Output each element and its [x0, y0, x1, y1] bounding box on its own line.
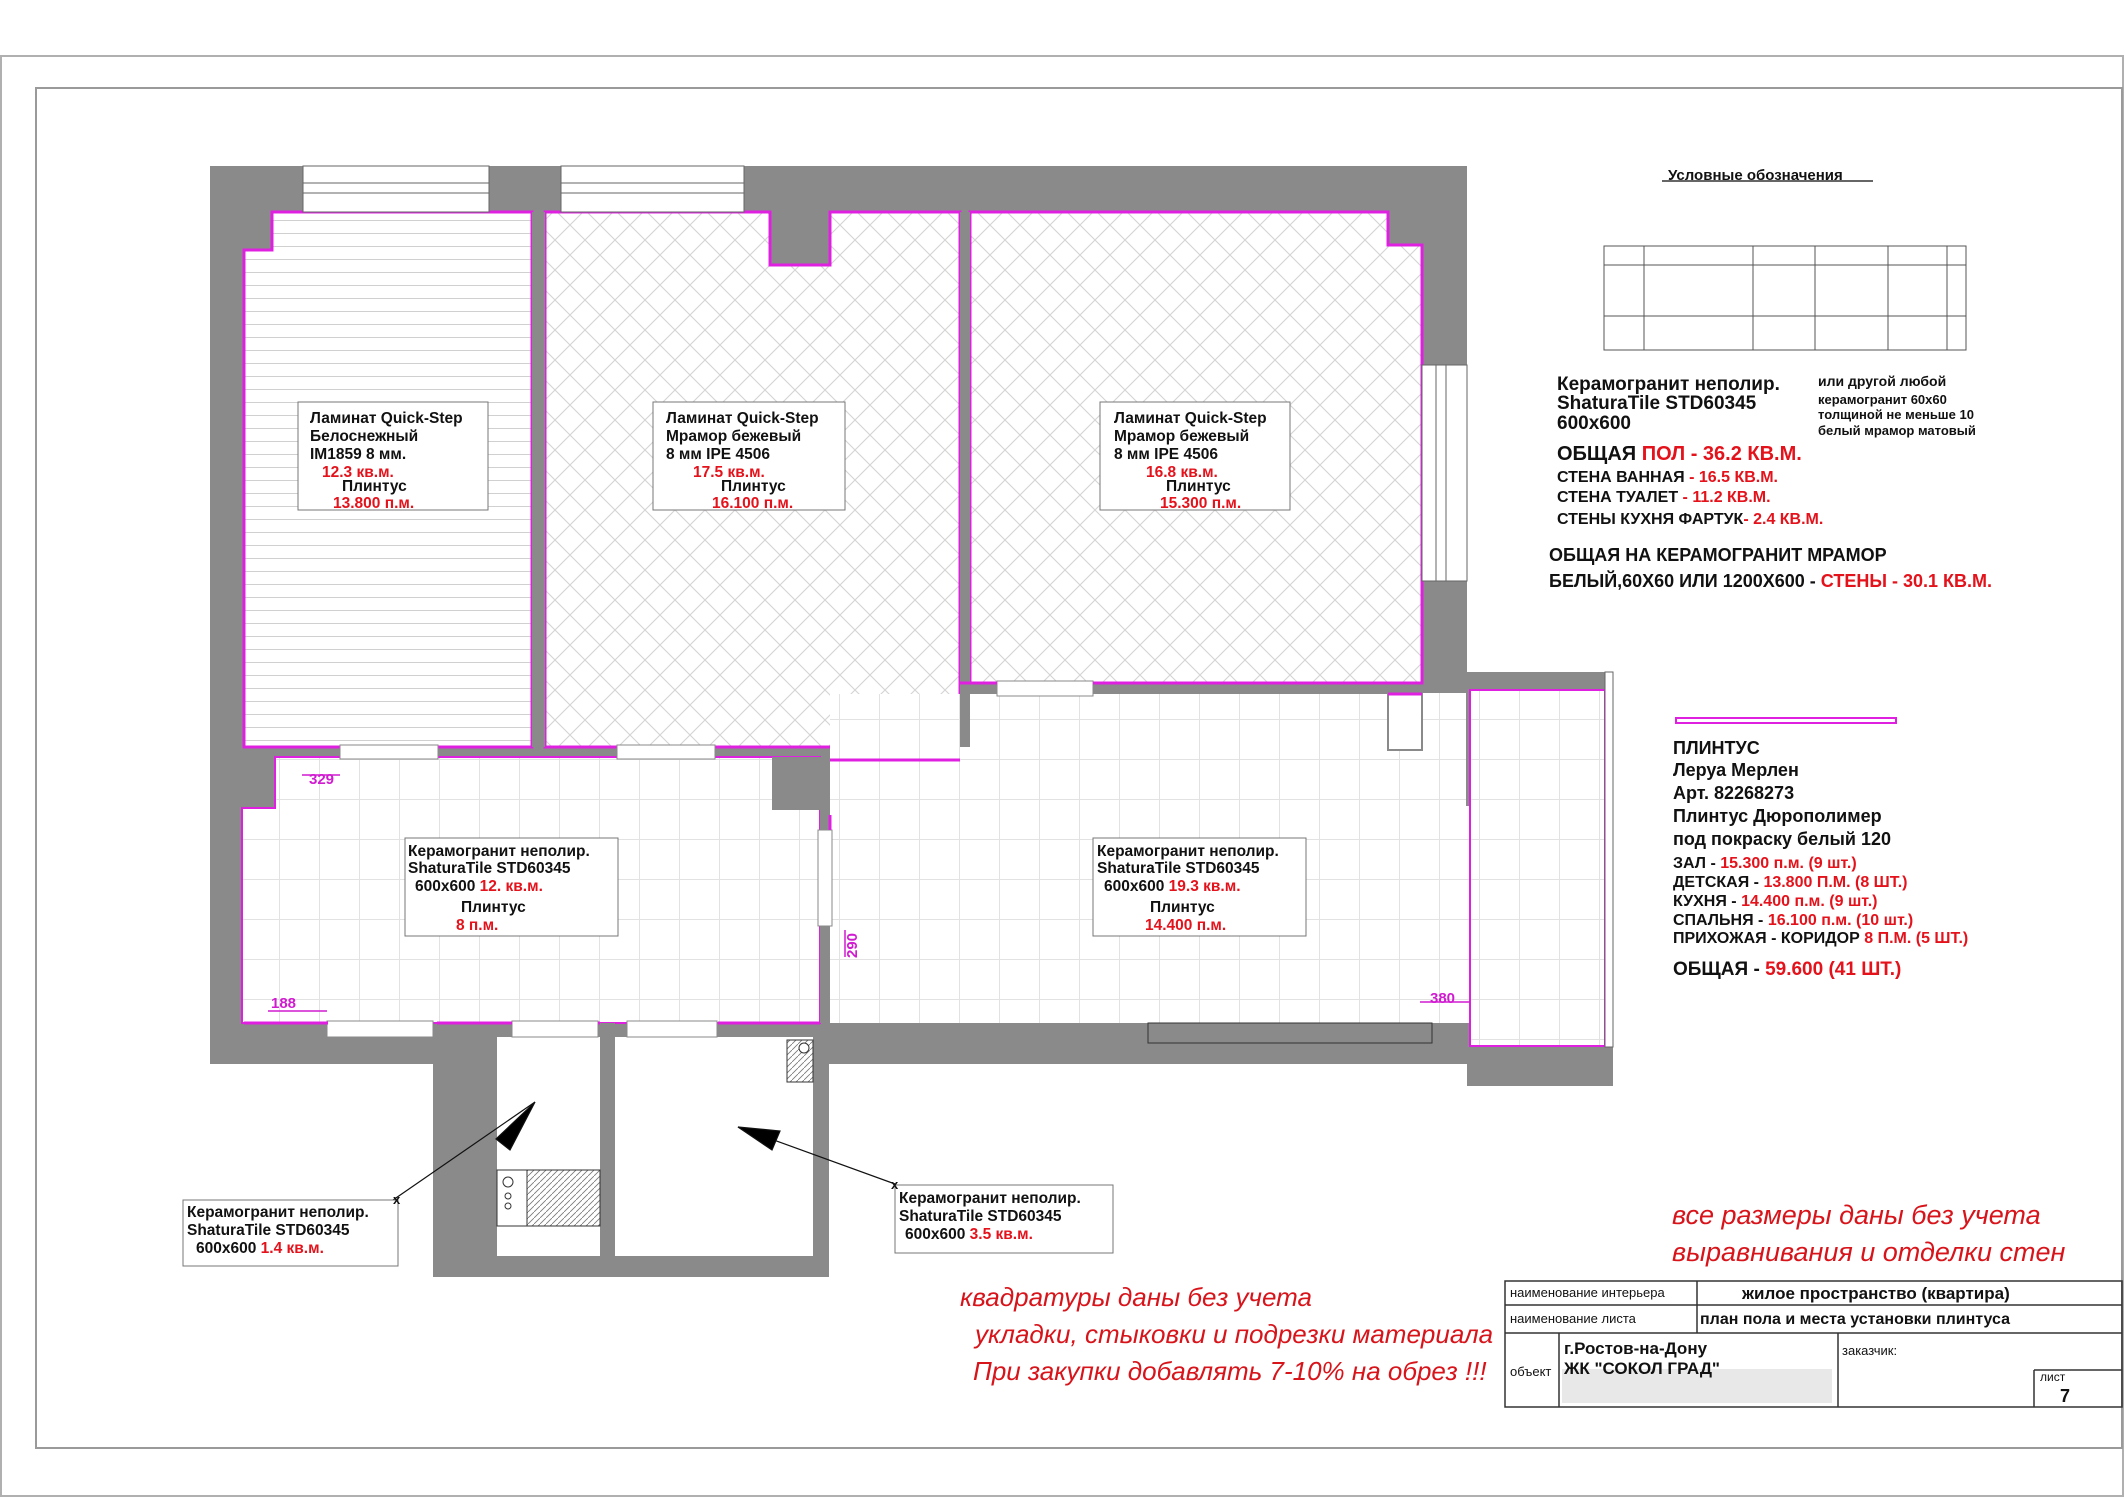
toilet-wall-label: СТЕНА ТУАЛЕТ — [1557, 489, 1679, 506]
bath-line1: Керамогранит неполир. — [899, 1190, 1081, 1207]
plinth-row-3-label: СПАЛЬНЯ - — [1673, 912, 1768, 929]
tb-interior-value: жилое пространство (квартира) — [1742, 1284, 2010, 1303]
plinth-row-2-value: 14.400 п.м. (9 шт.) — [1741, 893, 1878, 910]
corridor-line3: 600x600 — [415, 878, 480, 895]
dim-380: 380 — [1430, 990, 1456, 1007]
bedroom-plinth-value: 16.100 п.м. — [712, 495, 794, 512]
kids-plinth-value: 13.800 п.м. — [333, 495, 415, 512]
plinth-brand: Леруа Мерлен — [1673, 760, 1799, 780]
plinth-title: ПЛИНТУС — [1673, 738, 1760, 758]
kitchen-plinth-label: Плинтус — [1150, 899, 1215, 916]
bedroom-area: 17.5 кв.м. — [693, 464, 765, 481]
svg-text:ЗАЛ - 15.300 п.м. (9 шт.) — [1673, 855, 1857, 872]
wc-line1: Керамогранит неполир. — [187, 1204, 369, 1221]
legend-alt-4: белый мрамор матовый — [1818, 423, 1976, 438]
svg-text:600x600 12. кв.м. — [415, 878, 543, 895]
marble-line1: ОБЩАЯ НА КЕРАМОГРАНИТ МРАМОР — [1549, 545, 1887, 565]
corridor-line2: ShaturaTile STD60345 — [408, 860, 571, 877]
bedroom-line2: Мрамор бежевый — [666, 428, 802, 445]
kitchen-line2: ShaturaTile STD60345 — [1097, 860, 1260, 877]
kitchen-line3: 600x600 — [1104, 878, 1169, 895]
kitchen-line1: Керамогранит неполир. — [1097, 843, 1279, 860]
tb-object-label: объект — [1510, 1364, 1552, 1379]
kitchen-area: 19.3 кв.м. — [1168, 878, 1241, 895]
tb-object-value2: ЖК "СОКОЛ ГРАД" — [1564, 1359, 1720, 1378]
plinth-desc2: под покраску белый 120 — [1673, 829, 1892, 849]
toilet-wall-value: - 11.2 КВ.М. — [1678, 489, 1771, 506]
dim-188: 188 — [271, 995, 297, 1012]
corridor-plinth-label: Плинтус — [461, 899, 526, 916]
legend-alt-2: керамогранит 60х60 — [1818, 392, 1947, 407]
plinth-row-1-value: 13.800 П.М. (8 ШТ.) — [1763, 874, 1908, 891]
legend-tile-name-2: ShaturaTile STD60345 — [1557, 393, 1757, 414]
plinth-row-3-value: 16.100 п.м. (10 шт.) — [1767, 912, 1914, 929]
floor-total-prefix: ОБЩАЯ — [1557, 443, 1642, 465]
hall-line3: 8 мм IPE 4506 — [1114, 446, 1218, 463]
svg-text:КУХНЯ - 14.400 п.м. (9 шт.) — [1673, 893, 1878, 910]
svg-text:600x600 19.3 кв.м. — [1104, 878, 1241, 895]
note-mid-1: квадратуры даны без учета — [960, 1282, 1312, 1312]
svg-text:600x600 3.5 кв.м. — [905, 1226, 1033, 1243]
plinth-row-1-label: ДЕТСКАЯ - — [1673, 874, 1764, 891]
svg-text:СТЕНА ТУАЛЕТ - 11.2 КВ.М. — [1557, 489, 1771, 506]
legend-tile-name-3: 600x600 — [1557, 413, 1631, 434]
svg-text:600x600 1.4 кв.м. — [196, 1240, 324, 1257]
kitchen-wall-label: СТЕНЫ КУХНЯ ФАРТУК — [1557, 511, 1744, 528]
svg-text:СПАЛЬНЯ - 16.100 п.м. (10 шт.) — [1673, 912, 1913, 929]
dim-290: 290 — [844, 932, 861, 958]
svg-text:ОБЩАЯ - 59.600 (41 ШТ.) — [1673, 959, 1901, 980]
tb-page-label: лист — [2040, 1370, 2066, 1384]
bath-wall-value: - 16.5 КВ.М. — [1684, 469, 1778, 486]
plinth-row-4-value: 8 П.М. (5 ШТ.) — [1864, 930, 1969, 947]
tb-page-value: 7 — [2060, 1386, 2071, 1406]
legend-alt-1: или другой любой — [1818, 373, 1947, 389]
marble-line2-prefix: БЕЛЫЙ,60Х60 ИЛИ 1200Х600 - — [1549, 571, 1821, 591]
wc-line2: ShaturaTile STD60345 — [187, 1222, 350, 1239]
dim-329: 329 — [309, 771, 335, 788]
note-right-2: выравнивания и отделки стен — [1672, 1237, 2066, 1267]
plinth-total-value: 59.600 (41 ШТ.) — [1765, 959, 1902, 980]
kids-line1: Ламинат Quick-Step — [310, 410, 463, 427]
corridor-area: 12. кв.м. — [479, 878, 543, 895]
kids-area: 12.3 кв.м. — [322, 464, 394, 481]
svg-text:СТЕНЫ КУХНЯ ФАРТУК- 2.4 КВ.М. — [1557, 511, 1823, 528]
legend-title: Условные обозначения — [1668, 167, 1843, 184]
hall-plinth-value: 15.300 п.м. — [1160, 495, 1242, 512]
marble-line2-value: СТЕНЫ - 30.1 КВ.М. — [1820, 571, 1992, 591]
svg-text:ДЕТСКАЯ - 13.800 П.М. (8 ШТ.) — [1673, 874, 1907, 891]
plinth-row-2-label: КУХНЯ - — [1673, 893, 1742, 910]
wc-area: 1.4 кв.м. — [260, 1240, 324, 1257]
plinth-total-label: ОБЩАЯ - — [1673, 959, 1766, 980]
marker-x-bath: x — [891, 1177, 899, 1192]
svg-text:ПРИХОЖАЯ - КОРИДОР 8 П.М. (5 Ш — [1673, 930, 1968, 947]
plinth-row-0-value: 15.300 п.м. (9 шт.) — [1720, 855, 1857, 872]
corridor-plinth-value: 8 п.м. — [456, 917, 499, 934]
kids-line2: Белоснежный — [310, 428, 419, 445]
kids-plinth-label: Плинтус — [342, 478, 407, 495]
tb-object-value1: г.Ростов-на-Дону — [1564, 1339, 1708, 1358]
hall-line2: Мрамор бежевый — [1114, 428, 1250, 445]
floor-total-value: ПОЛ - 36.2 КВ.М. — [1641, 443, 1802, 465]
note-right-1: все размеры даны без учета — [1672, 1200, 2041, 1230]
bath-area: 3.5 кв.м. — [969, 1226, 1033, 1243]
tb-sheet-value: план пола и места установки плинтуса — [1700, 1311, 2011, 1328]
plinth-row-4-label: ПРИХОЖАЯ - КОРИДОР — [1673, 930, 1865, 947]
kitchen-wall-value: - 2.4 КВ.М. — [1743, 511, 1824, 528]
note-mid-2: укладки, стыковки и подрезки материала — [975, 1319, 1494, 1349]
hall-plinth-label: Плинтус — [1166, 478, 1231, 495]
plinth-article: Арт. 82268273 — [1673, 783, 1795, 803]
bath-wall-label: СТЕНА ВАННАЯ — [1557, 469, 1685, 486]
tb-sheet-label: наименование листа — [1510, 1311, 1636, 1326]
plinth-desc1: Плинтус Дюрополимер — [1673, 806, 1882, 826]
legend-alt-3: толщиной не меньше 10 — [1818, 407, 1974, 422]
bedroom-plinth-label: Плинтус — [721, 478, 786, 495]
corridor-line1: Керамогранит неполир. — [408, 843, 590, 860]
note-mid-3: При закупки добавлять 7-10% на обрез !!! — [973, 1356, 1487, 1386]
kitchen-plinth-value: 14.400 п.м. — [1145, 917, 1227, 934]
bedroom-line3: 8 мм IPE 4506 — [666, 446, 770, 463]
hall-line1: Ламинат Quick-Step — [1114, 410, 1267, 427]
tb-interior-label: наименование интерьера — [1510, 1285, 1665, 1300]
bath-line3: 600x600 — [905, 1226, 970, 1243]
legend-tile-name-1: Керамогранит неполир. — [1557, 374, 1780, 395]
bedroom-line1: Ламинат Quick-Step — [666, 410, 819, 427]
kids-line3: IM1859 8 мм. — [310, 446, 407, 463]
wc-line3: 600x600 — [196, 1240, 261, 1257]
svg-text:ОБЩАЯ ПОЛ - 36.2 КВ.М. — [1557, 443, 1802, 465]
plinth-row-0-label: ЗАЛ - — [1673, 855, 1721, 872]
hall-area: 16.8 кв.м. — [1146, 464, 1218, 481]
marker-x-wc: x — [393, 1192, 401, 1207]
svg-text:БЕЛЫЙ,60Х60 ИЛИ 1200Х600 - СТЕ — [1549, 570, 1992, 591]
tb-client-label: заказчик: — [1842, 1343, 1898, 1358]
svg-text:СТЕНА ВАННАЯ - 16.5 КВ.М. — [1557, 469, 1778, 486]
bath-line2: ShaturaTile STD60345 — [899, 1208, 1062, 1225]
